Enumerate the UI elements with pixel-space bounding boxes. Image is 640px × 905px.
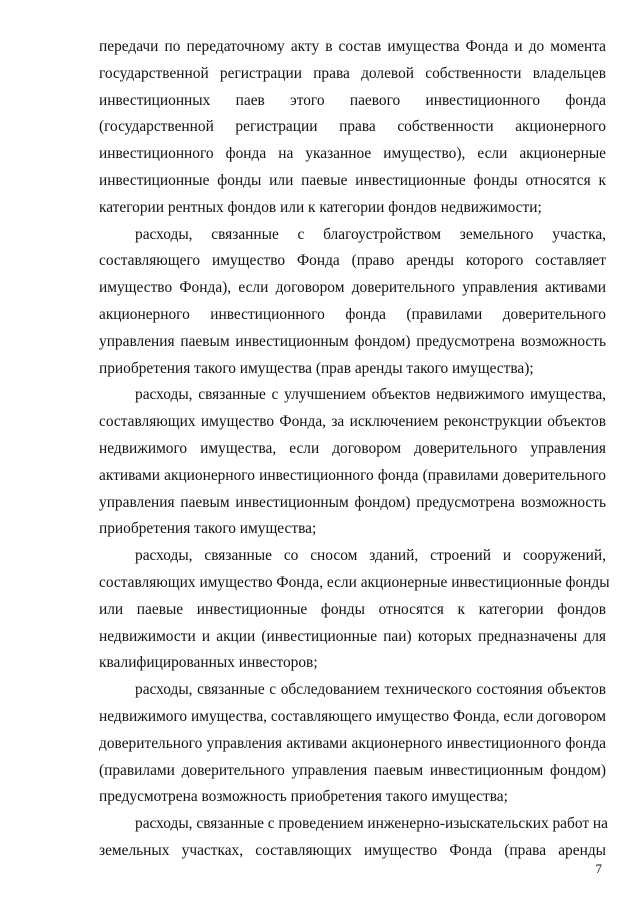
- text-line: расходы, связанные с обследованием технического состояния объектов: [135, 681, 606, 699]
- text-line: квалифицированных инвесторов;: [99, 654, 318, 672]
- text-line: предусмотрена возможность приобретения такого имущества;: [99, 788, 508, 806]
- text-line: земельных участках, составляющих имущество Фонда (права аренды: [99, 841, 606, 859]
- text-line: приобретения такого имущества (прав аренды такого имущества);: [99, 359, 534, 377]
- text-line: доверительного управления активами акционерного инвестиционного фонда: [99, 734, 606, 752]
- paragraph-real-estate-improvement: [99, 382, 606, 543]
- text-line: расходы, связанные со сносом зданий, строений и сооружений,: [135, 547, 606, 565]
- text-line: управления паевым инвестиционным фондом) предусмотрена возможность: [99, 332, 606, 350]
- text-line: категории рентных фондов или к категории фондов недвижимости;: [99, 198, 542, 216]
- text-line: инвестиционные фонды или паевые инвестиционные фонды относятся к: [99, 171, 606, 189]
- text-line: расходы, связанные с улучшением объектов недвижимого имущества,: [135, 386, 606, 404]
- text-line: приобретения такого имущества;: [99, 520, 317, 538]
- paragraph-transfer-act: [99, 34, 606, 222]
- text-line: акционерного инвестиционного фонда (правилами доверительного: [99, 305, 606, 323]
- text-line: недвижимого имущества, составляющего имущество Фонда, если договором: [99, 707, 606, 725]
- text-line: имущество Фонда), если договором доверительного управления активами: [99, 279, 606, 297]
- text-line: инвестиционного фонда на указанное имущество), если акционерные: [99, 145, 606, 163]
- text-line: недвижимости и акции (инвестиционные паи) которых предназначены для: [99, 627, 606, 645]
- text-line: (государственной регистрации права собственности акционерного: [99, 118, 606, 136]
- paragraph-technical-inspection: [99, 677, 606, 811]
- text-line: составляющих имущество Фонда, если акционерные инвестиционные фонды: [99, 573, 610, 591]
- text-line: государственной регистрации права долевой собственности владельцев: [99, 64, 606, 82]
- page-number: 7: [595, 861, 602, 876]
- document-body: [99, 34, 610, 865]
- text-line: недвижимого имущества, если договором доверительного управления: [99, 439, 606, 457]
- text-line: расходы, связанные с благоустройством земельного участка,: [135, 225, 606, 243]
- text-line: расходы, связанные с проведением инженерно-изыскательских работ на: [135, 815, 608, 833]
- text-line: составляющих имущество Фонда, за исключением реконструкции объектов: [99, 413, 606, 431]
- text-line: составляющего имущество Фонда (право аренды которого составляет: [99, 252, 606, 270]
- text-line: активами акционерного инвестиционного фонда (правилами доверительного: [99, 466, 606, 484]
- paragraph-demolition: [99, 543, 610, 677]
- paragraph-land-improvement: [99, 222, 606, 383]
- text-line: передачи по передаточному акту в состав имущества Фонда и до момента: [99, 38, 606, 55]
- text-line: или паевые инвестиционные фонды относятся к категории фондов: [99, 600, 606, 618]
- text-line: инвестиционных паев этого паевого инвестиционного фонда: [99, 91, 606, 109]
- text-line: управления паевым инвестиционным фондом) предусмотрена возможность: [99, 493, 606, 511]
- paragraph-engineering-surveys: [99, 811, 606, 865]
- text-line: (правилами доверительного управления паевым инвестиционным фондом): [99, 761, 606, 779]
